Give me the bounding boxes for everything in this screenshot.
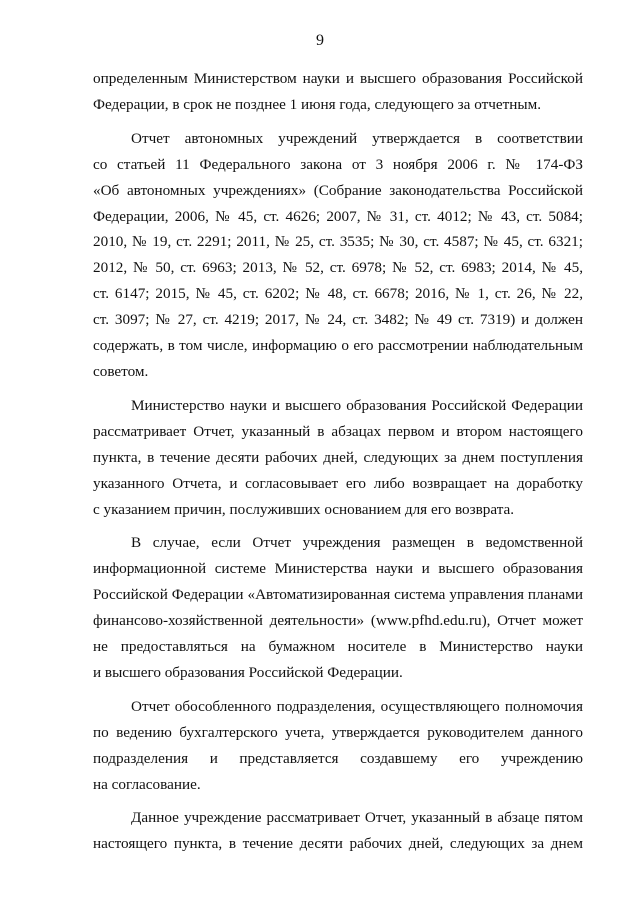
text-line: пункта, в течение десяти рабочих дней, следующих за днем поступления	[93, 448, 583, 466]
text-line: «Об автономных учреждениях» (Собрание законодательства Российской	[93, 181, 583, 199]
document-body	[93, 66, 583, 857]
text-line: 2010, № 19, ст. 2291; 2011, № 25, ст. 3535; № 30, ст. 4587; № 45, ст. 6321;	[93, 233, 583, 251]
text-line: настоящего пункта, в течение десяти рабочих дней, следующих за днем	[93, 835, 583, 853]
paragraph	[93, 393, 583, 523]
text-line: содержать, в том числе, информацию о его рассмотрении наблюдательным	[93, 337, 583, 355]
text-line: информационной системе Министерства науки и высшего образования	[93, 560, 583, 578]
text-line: с указанием причин, послуживших основанием для его возврата.	[93, 500, 515, 518]
paragraph	[93, 530, 583, 685]
text-line: Министерство науки и высшего образования Российской Федерации	[131, 396, 583, 414]
text-line: Федерации, в срок не позднее 1 июня года, следующего за отчетным.	[93, 95, 542, 113]
text-line: 2012, № 50, ст. 6963; 2013, № 52, ст. 6978; № 52, ст. 6983; 2014, № 45,	[93, 259, 583, 277]
paragraph	[93, 66, 583, 118]
text-line: Российской Федерации «Автоматизированная система управления планами	[93, 586, 583, 604]
text-line: финансово-хозяйственной деятельности» (www.pfhd.edu.ru), Отчет может	[93, 612, 583, 630]
text-line: В случае, если Отчет учреждения размещен в ведомственной	[131, 534, 583, 552]
text-line: на согласование.	[93, 775, 201, 793]
text-line: указанного Отчета, и согласовывает его либо возвращает на доработку	[93, 474, 583, 492]
text-line: ст. 6147; 2015, № 45, ст. 6202; № 48, ст. 6678; 2016, № 1, ст. 26, № 22,	[93, 285, 583, 303]
text-line: и высшего образования Российской Федерации.	[93, 663, 403, 681]
page-number: 9	[316, 32, 324, 49]
text-line: рассматривает Отчет, указанный в абзацах первом и втором настоящего	[93, 422, 583, 440]
text-line: советом.	[93, 362, 149, 380]
text-line: по ведению бухгалтерского учета, утверждается руководителем данного	[93, 723, 583, 741]
text-line: определенным Министерством науки и высшего образования Российской	[93, 70, 583, 87]
text-line: не предоставляться на бумажном носителе в Министерство науки	[93, 638, 583, 656]
text-line: подразделения и представляется создавшему его учреждению	[93, 749, 583, 767]
text-line: ст. 3097; № 27, ст. 4219; 2017, № 24, ст. 3482; № 49 ст. 7319) и должен	[93, 311, 583, 329]
paragraph	[93, 694, 583, 798]
text-line: Данное учреждение рассматривает Отчет, указанный в абзаце пятом	[131, 809, 583, 827]
text-line: Федерации, 2006, № 45, ст. 4626; 2007, № 31, ст. 4012; № 43, ст. 5084;	[93, 207, 583, 225]
paragraph	[93, 805, 583, 857]
text-line: со статьей 11 Федерального закона от 3 ноября 2006 г. № 174-ФЗ	[93, 155, 583, 173]
paragraph	[93, 126, 583, 385]
text-line: Отчет обособленного подразделения, осуществляющего полномочия	[131, 697, 583, 715]
text-line: Отчет автономных учреждений утверждается в соответствии	[131, 129, 583, 147]
